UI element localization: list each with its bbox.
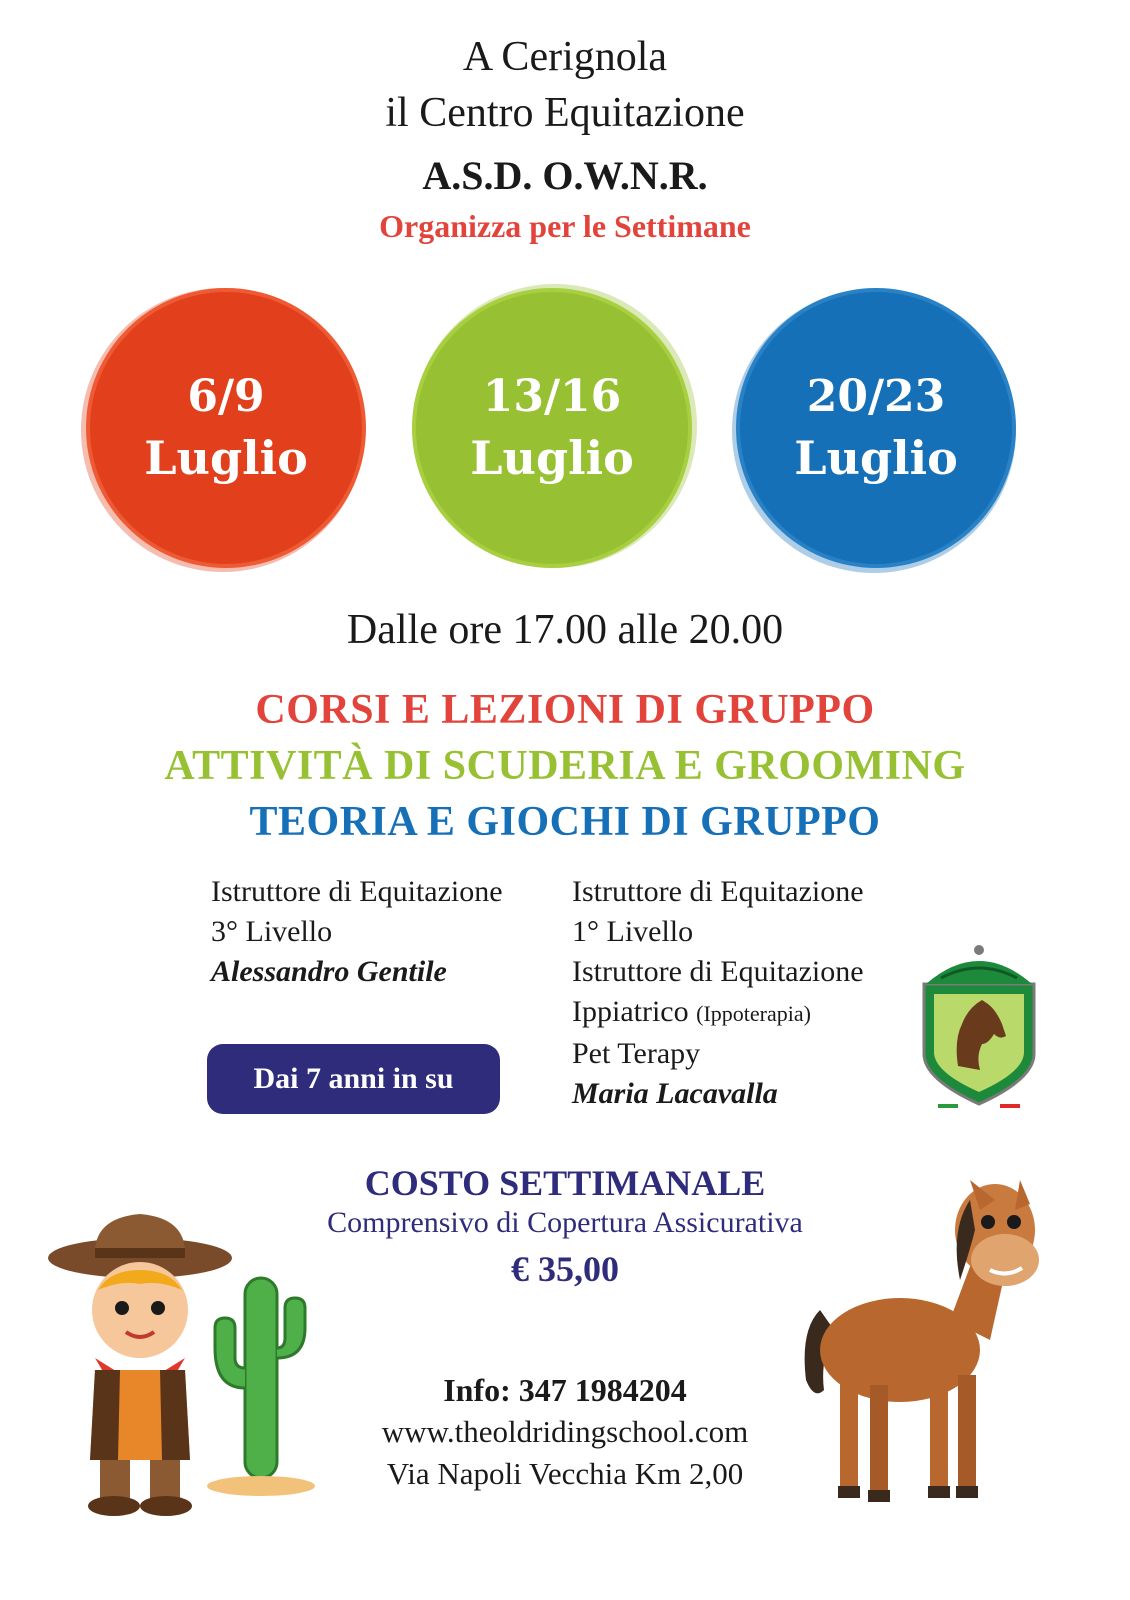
week-month: Luglio — [470, 430, 634, 485]
instructor-level: 1° Livello — [572, 915, 694, 948]
week-month: Luglio — [144, 430, 308, 485]
cost-heading: COSTO SETTIMANALE — [364, 1163, 766, 1203]
horse-illustration — [800, 1160, 1050, 1520]
week-dates: 20/23 — [806, 371, 946, 423]
instructor-role: Istruttore di Equitazione — [211, 875, 503, 908]
hours: Dalle ore 17.00 alle 20.00 — [346, 607, 784, 653]
instructor-right — [572, 872, 917, 1114]
org-name: A.S.D. O.W.N.R. — [422, 153, 708, 198]
cost-subtitle: Comprensivo di Copertura Assicurativa — [327, 1206, 803, 1239]
instructor-level: 3° Livello — [211, 915, 333, 948]
header-line-1: A Cerignola — [462, 34, 668, 80]
cactus-illustration — [205, 1268, 315, 1498]
address: Via Napoli Vecchia Km 2,00 — [386, 1456, 744, 1491]
activity-2: ATTIVITÀ DI SCUDERIA E GROOMING — [164, 743, 966, 789]
activity-3: TEORIA E GIOCHI DI GRUPPO — [249, 799, 881, 845]
week-circle-3 — [740, 292, 1012, 564]
instructor-name: Maria Lacavalla — [572, 1077, 778, 1110]
header-line-2: il Centro Equitazione — [385, 90, 745, 136]
subtitle: Organizza per le Settimane — [379, 208, 751, 244]
week-dates: 13/16 — [482, 371, 622, 423]
instructor-role-2: Istruttore di Equitazione — [572, 955, 864, 988]
instructor-role-4: Pet Terapy — [572, 1037, 701, 1070]
activity-1: CORSI E LEZIONI DI GRUPPO — [255, 687, 875, 733]
cost-price: € 35,00 — [511, 1249, 619, 1289]
week-circle-2 — [416, 292, 688, 564]
week-circle-1 — [90, 292, 362, 564]
horse-crest-icon — [916, 944, 1042, 1114]
week-month: Luglio — [794, 430, 958, 485]
info-phone: Info: 347 1984204 — [443, 1372, 687, 1408]
week-dates: 6/9 — [187, 371, 265, 423]
instructor-role: Istruttore di Equitazione — [572, 875, 864, 908]
instructor-role-3: Ippiatrico (Ippoterapia) — [572, 995, 811, 1028]
website: www.theoldridingschool.com — [381, 1414, 749, 1449]
age-badge: Dai 7 anni in su — [207, 1044, 500, 1114]
instructor-name: Alessandro Gentile — [211, 955, 447, 988]
instructor-left — [211, 872, 556, 992]
